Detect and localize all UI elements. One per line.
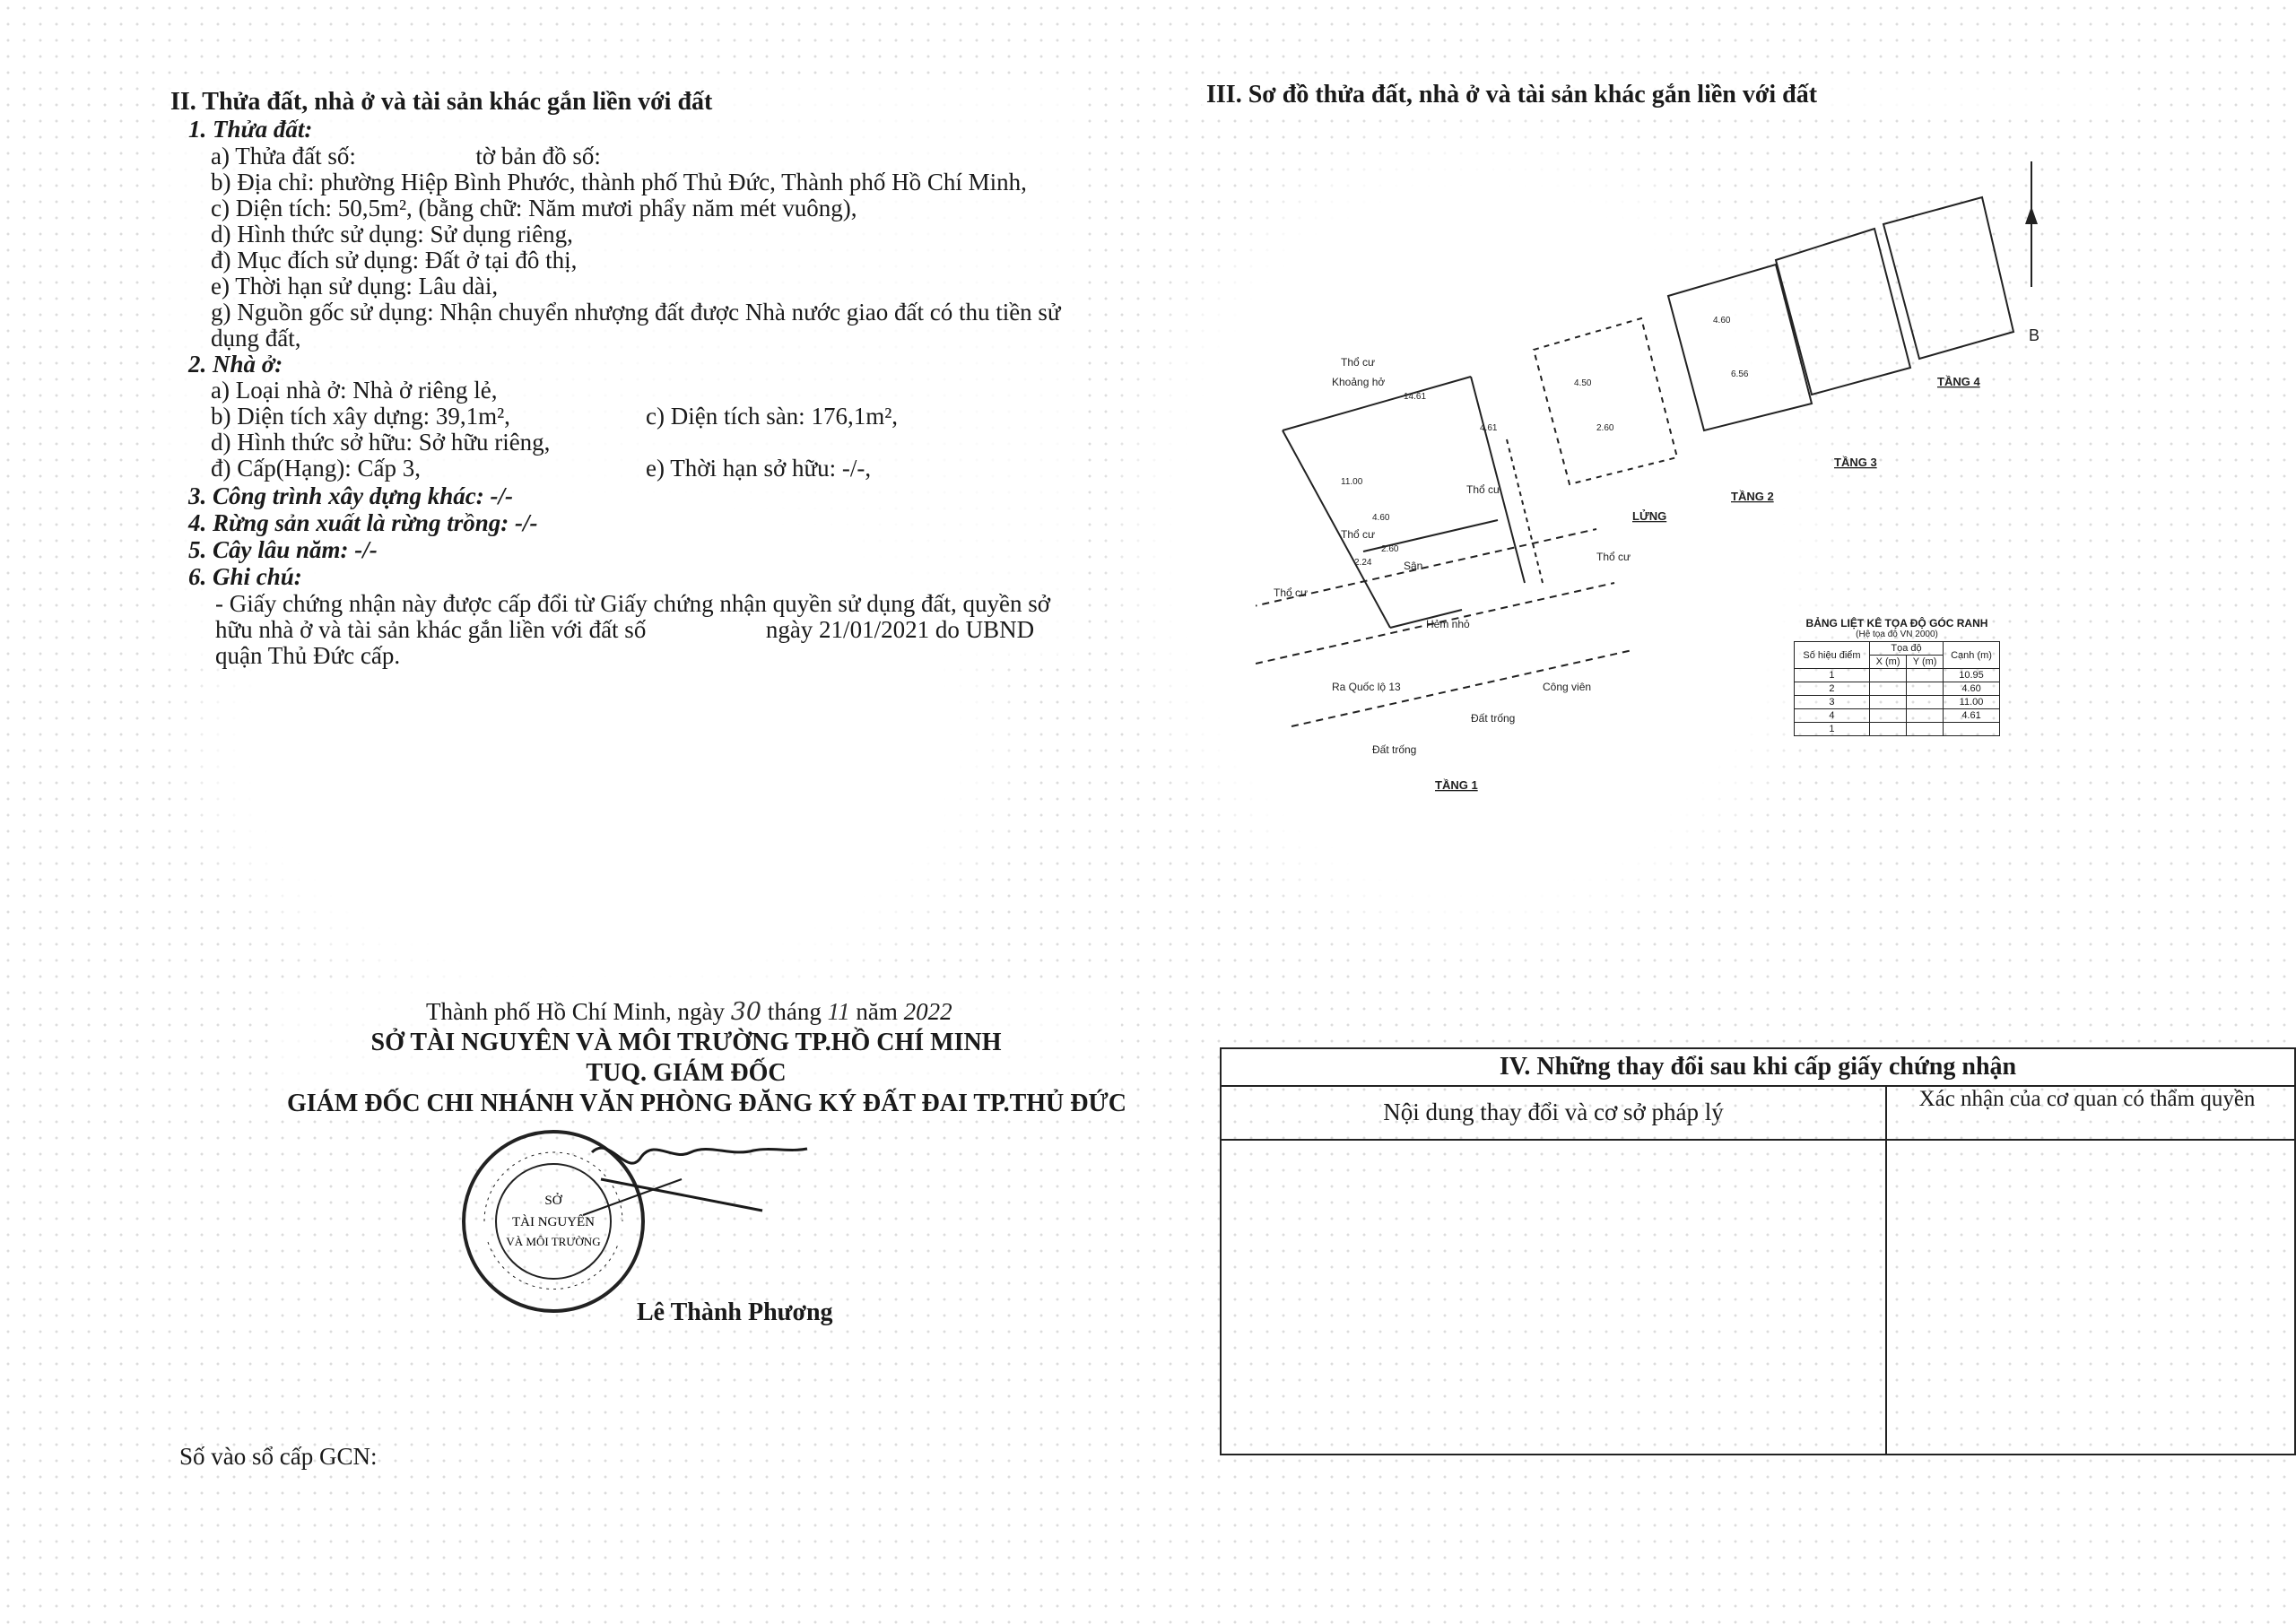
coord-table — [1794, 641, 2000, 736]
dim-9: 4.60 — [1713, 316, 1731, 326]
label-hem: Hẻm nhỏ — [1426, 618, 1470, 630]
dim-3: 11.00 — [1341, 477, 1363, 487]
coord-header-coord: Tọa độ — [1869, 642, 1943, 656]
house-type: a) Loại nhà ở: Nhà ở riêng lẻ, — [211, 377, 498, 404]
dim-6: 2.24 — [1354, 558, 1372, 568]
label-dat-trong-2: Đất trống — [1372, 743, 1417, 756]
dim-4: 4.61 — [1480, 423, 1498, 433]
table-row: 2 4.60 — [1795, 682, 2000, 696]
signature-org: SỞ TÀI NGUYÊN VÀ MÔI TRƯỜNG TP.HỒ CHÍ MINH — [370, 1029, 1002, 1056]
date-year-label: năm — [856, 998, 898, 1025]
floor2-outline — [1668, 265, 1812, 430]
house-floor-area: c) Diện tích sàn: 176,1m², — [646, 403, 899, 430]
label-khoang-ho: Khoảng hở — [1332, 376, 1386, 388]
floor4-outline — [1883, 197, 2013, 359]
land-origin: g) Nguồn gốc sử dụng: Nhận chuyển nhượng đất được Nhà nước giao đất có thu tiền sử — [211, 299, 1061, 326]
note-line-2a: hữu nhà ở và tài sản khác gắn liền với đất số — [215, 616, 647, 643]
notes-heading: 6. Ghi chú: — [188, 563, 302, 590]
label-road: Ra Quốc lộ 13 — [1332, 681, 1401, 693]
handwritten-signature — [574, 1125, 816, 1224]
land-usage-purpose: đ) Mục đích sử dụng: Đất ở tại đô thị, — [211, 247, 578, 274]
issue-date — [426, 997, 952, 1027]
registry-number-label: Số vào sổ cấp GCN: — [179, 1443, 378, 1470]
mezzanine-outline — [1534, 318, 1677, 484]
land-usage-form: d) Hình thức sử dụng: Sử dụng riêng, — [211, 221, 573, 248]
land-origin-cont: dụng đất, — [211, 325, 301, 352]
section-3-title: III. Sơ đồ thửa đất, nhà ở và tài sản khác gắn liền với đất — [1206, 81, 1818, 109]
north-arrow-icon — [2025, 206, 2038, 224]
table-row: 1 10.95 — [1795, 669, 2000, 682]
floor3-outline — [1776, 229, 1910, 395]
land-area: c) Diện tích: 50,5m², (bằng chữ: Năm mươi phẩy năm mét vuông), — [211, 195, 857, 221]
other-constructions: 3. Công trình xây dựng khác: -/- — [188, 482, 513, 509]
floor2-label: TẦNG 2 — [1731, 490, 1774, 503]
coord-header-y: Y (m) — [1907, 656, 1944, 669]
floor3-label: TẦNG 3 — [1834, 456, 1877, 469]
label-tho-cu-5: Thổ cư — [1596, 551, 1631, 563]
production-forest: 4. Rừng sản xuất là rừng trồng: -/- — [188, 509, 538, 536]
coord-header-edge: Cạnh (m) — [1944, 642, 2000, 669]
house-ownership-term: e) Thời hạn sở hữu: -/-, — [646, 455, 872, 482]
label-tho-cu-1: Thổ cư — [1341, 356, 1376, 369]
label-cong-vien: Công viên — [1543, 681, 1592, 693]
floor1-label: TẦNG 1 — [1435, 778, 1478, 792]
label-tho-cu-2: Thổ cư — [1466, 483, 1501, 496]
signature-role-1: TUQ. GIÁM ĐỐC — [586, 1059, 787, 1087]
changes-table — [1220, 1047, 2296, 1455]
note-line-1: - Giấy chứng nhận này được cấp đổi từ Giấy chứng nhận quyền sử dụng đất, quyền sở — [215, 590, 1051, 617]
section-2-title: II. Thửa đất, nhà ở và tài sản khác gắn liền với đất — [170, 88, 713, 116]
dim-5: 2.60 — [1381, 544, 1399, 554]
land-parcel-label: a) Thửa đất số: — [211, 143, 356, 169]
land-address: b) Địa chỉ: phường Hiệp Bình Phước, thành phố Thủ Đức, Thành phố Hồ Chí Minh, — [211, 169, 1027, 195]
table-row: 4 4.61 — [1795, 709, 2000, 723]
dim-7: 4.50 — [1574, 378, 1592, 388]
floor4-label: TẦNG 4 — [1937, 375, 1980, 388]
coord-table-subtitle: (Hệ tọa độ VN 2000) — [1856, 630, 1938, 639]
label-tho-cu-3: Thổ cư — [1341, 528, 1376, 541]
table-row: 3 11.00 — [1795, 696, 2000, 709]
coord-table-block — [1794, 617, 2000, 736]
land-map-sheet-label: tờ bản đồ số: — [475, 143, 601, 169]
land-heading: 1. Thửa đất: — [188, 116, 313, 143]
svg-text:TÀI NGUYÊN: TÀI NGUYÊN — [511, 1215, 596, 1229]
signer-name: Lê Thành Phương — [637, 1298, 833, 1326]
dim-2: 4.60 — [1372, 513, 1390, 523]
house-ownership-form: d) Hình thức sở hữu: Sở hữu riêng, — [211, 429, 551, 456]
dim-10: 6.56 — [1731, 369, 1749, 379]
changes-col-authority: Xác nhận của cơ quan có thẩm quyền — [1918, 1087, 2256, 1111]
note-line-2 — [215, 615, 1034, 644]
perennial-trees: 5. Cây lâu năm: -/- — [188, 536, 378, 563]
note-line-3: quận Thủ Đức cấp. — [215, 642, 401, 669]
signature-role-2: GIÁM ĐỐC CHI NHÁNH VĂN PHÒNG ĐĂNG KÝ ĐẤT ĐAI TP.THỦ ĐỨC — [287, 1090, 1126, 1117]
land-parcel-number — [211, 142, 601, 170]
house-build-area: b) Diện tích xây dựng: 39,1m², — [211, 403, 510, 430]
label-tho-cu-4: Thổ cư — [1274, 586, 1309, 599]
mezzanine-label: LỬNG — [1632, 509, 1667, 523]
dim-1: 14.61 — [1404, 392, 1427, 402]
date-year: 2022 — [903, 998, 952, 1025]
date-day: 30 — [730, 998, 762, 1026]
svg-text:VÀ MÔI TRƯỜNG: VÀ MÔI TRƯỜNG — [506, 1235, 601, 1248]
neighbor-line — [1507, 439, 1543, 583]
land-usage-term: e) Thời hạn sử dụng: Lâu dài, — [211, 273, 499, 300]
house-heading: 2. Nhà ở: — [188, 351, 283, 378]
svg-text:SỞ: SỞ — [544, 1194, 562, 1208]
label-north: B — [2029, 326, 2040, 344]
dim-8: 2.60 — [1596, 423, 1614, 433]
date-month: 11 — [827, 998, 850, 1025]
coord-header-x: X (m) — [1869, 656, 1906, 669]
label-san: Sân — [1404, 560, 1423, 572]
coord-header-point: Số hiệu điểm — [1795, 642, 1870, 669]
date-prefix: Thành phố Hồ Chí Minh, ngày — [426, 998, 725, 1025]
house-grade: đ) Cấp(Hạng): Cấp 3, — [211, 455, 421, 482]
table-row: 1 — [1795, 723, 2000, 736]
note-line-2b: ngày 21/01/2021 do UBND — [765, 616, 1035, 643]
coord-table-title: BẢNG LIỆT KÊ TỌA ĐỘ GÓC RANH — [1805, 617, 1988, 630]
changes-col-content: Nội dung thay đổi và cơ sở pháp lý — [1383, 1099, 1724, 1125]
date-month-label: tháng — [767, 998, 822, 1025]
section-4-title: IV. Những thay đổi sau khi cấp giấy chứng nhận — [1499, 1053, 2017, 1081]
label-dat-trong-1: Đất trống — [1471, 712, 1516, 725]
